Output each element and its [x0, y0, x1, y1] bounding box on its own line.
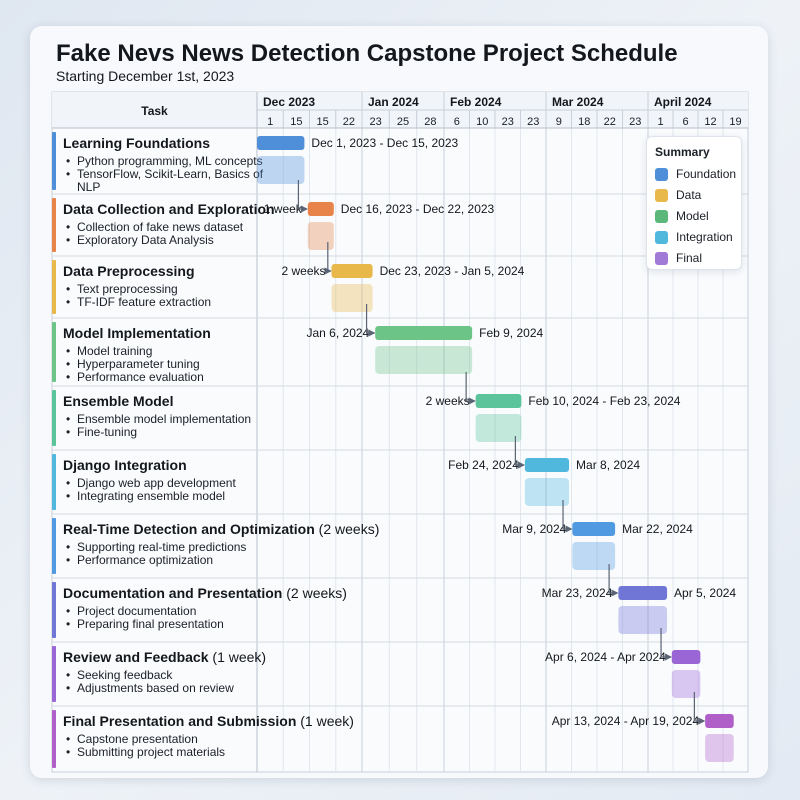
bar-label-right: Feb 9, 2024 — [479, 326, 544, 340]
bullet: • — [66, 154, 71, 168]
day-label: 15 — [316, 116, 329, 128]
day-label: 15 — [290, 116, 303, 128]
day-label: 18 — [578, 116, 591, 128]
chart-title: Fake Nevs News Detection Capstone Project Schedule — [56, 40, 678, 67]
task-bar — [257, 136, 304, 150]
task-title-text: Documentation and Presentation — [63, 585, 283, 601]
task-detail: Exploratory Data Analysis — [77, 233, 214, 247]
bullet: • — [66, 476, 71, 490]
legend-item-integration — [655, 230, 733, 244]
task-bar-shadow — [476, 414, 522, 442]
task-accent-stripe — [52, 710, 56, 768]
task-bar — [375, 326, 472, 340]
task-column-header: Task — [141, 104, 168, 118]
task-duration-note: (1 week) — [208, 649, 267, 665]
legend-swatch-final — [655, 252, 668, 265]
task-detail: Project documentation — [77, 604, 197, 618]
legend-item-final — [655, 251, 702, 265]
day-label: 25 — [396, 116, 410, 128]
bar-label-left: Apr 13, 2024 - Apr 19, 2024 — [551, 714, 700, 728]
day-label: 23 — [369, 116, 382, 128]
legend-label: Final — [676, 251, 703, 265]
bar-label-right: Feb 10, 2024 - Feb 23, 2024 — [528, 394, 681, 408]
day-label: 12 — [704, 116, 717, 128]
task-name — [63, 521, 379, 537]
legend-item-model — [655, 209, 709, 223]
task-bar — [525, 458, 569, 472]
month-label: Mar 2024 — [552, 95, 604, 109]
task-bar — [476, 394, 522, 408]
day-label: 1 — [267, 116, 274, 128]
bar-label-left: Mar 9, 2024 — [502, 522, 567, 536]
task-name — [63, 325, 211, 341]
bullet: • — [66, 295, 71, 309]
bullet: • — [66, 412, 71, 426]
task-accent-stripe — [52, 454, 56, 510]
task-detail: Capstone presentation — [77, 732, 198, 746]
task-name — [63, 201, 275, 217]
task-title-text: Model Implementation — [63, 325, 211, 341]
task-bar — [572, 522, 615, 536]
task-detail: TensorFlow, Scikit-Learn, Basics of — [77, 167, 264, 181]
task-name — [63, 649, 266, 665]
task-detail: Integrating ensemble model — [77, 489, 226, 503]
task-accent-stripe — [52, 582, 56, 638]
legend-swatch-data — [655, 189, 668, 202]
task-detail: Text preprocessing — [77, 282, 178, 296]
task-accent-stripe — [52, 390, 56, 446]
legend-item-foundation — [655, 167, 736, 181]
bar-label-left: 2 weeks — [425, 394, 470, 408]
bullet: • — [66, 732, 71, 746]
task-accent-stripe — [52, 518, 56, 574]
bullet: • — [66, 604, 71, 618]
task-detail: Python programming, ML concepts — [77, 154, 263, 168]
task-bar — [672, 650, 701, 664]
bar-label-left: Jan 6, 2024 — [306, 326, 370, 340]
day-label: 10 — [476, 116, 489, 128]
task-detail: Preparing final presentation — [77, 617, 224, 631]
legend-swatch-integration — [655, 231, 668, 244]
task-detail: Fine-tuning — [77, 425, 138, 439]
day-label: 9 — [555, 116, 562, 128]
task-bar-shadow — [618, 606, 667, 634]
bullet: • — [66, 668, 71, 682]
task-name — [63, 713, 354, 729]
task-name — [63, 457, 187, 473]
bullet: • — [66, 357, 71, 371]
task-accent-stripe — [52, 322, 56, 382]
bullet: • — [66, 233, 71, 247]
task-detail: NLP — [77, 180, 101, 194]
month-label: Jan 2024 — [368, 95, 419, 109]
month-label: April 2024 — [654, 95, 712, 109]
chart-subtitle: Starting December 1st, 2023 — [56, 68, 235, 84]
day-label: 28 — [424, 116, 437, 128]
legend-label: Model — [676, 209, 709, 223]
task-detail: Hyperparameter tuning — [77, 357, 200, 371]
bar-label-right: Apr 5, 2024 — [674, 586, 737, 600]
task-title-text: Django Integration — [63, 457, 187, 473]
bar-label-left: 2 weeks — [281, 264, 326, 278]
task-title-text: Ensemble Model — [63, 393, 174, 409]
task-accent-stripe — [52, 260, 56, 314]
task-bar-shadow — [525, 478, 569, 506]
month-label: Feb 2024 — [450, 95, 502, 109]
task-title-text: Final Presentation and Submission — [63, 713, 297, 729]
day-label: 23 — [501, 116, 514, 128]
task-bar — [705, 714, 734, 728]
task-bar — [618, 586, 667, 600]
day-label: 22 — [342, 116, 355, 128]
bar-label-left: 1 week — [263, 202, 302, 216]
task-name — [63, 135, 210, 151]
bar-label-right: Mar 22, 2024 — [622, 522, 693, 536]
legend-item-data — [655, 188, 701, 202]
bullet: • — [66, 617, 71, 631]
bar-label-right: Dec 1, 2023 - Dec 15, 2023 — [311, 136, 459, 150]
task-detail: Performance optimization — [77, 553, 214, 567]
day-label: 6 — [682, 116, 689, 128]
bullet: • — [66, 220, 71, 234]
bullet: • — [66, 540, 71, 554]
bullet: • — [66, 425, 71, 439]
day-label: 23 — [527, 116, 540, 128]
task-accent-stripe — [52, 198, 56, 252]
task-duration-note: (1 week) — [296, 713, 354, 729]
bar-label-right: Dec 16, 2023 - Dec 22, 2023 — [340, 202, 495, 216]
task-detail: Model training — [77, 344, 153, 358]
day-label: 6 — [453, 116, 460, 128]
task-bar-shadow — [257, 156, 304, 184]
legend-label: Data — [676, 188, 702, 202]
day-label: 1 — [657, 116, 664, 128]
bullet: • — [66, 745, 71, 759]
task-detail: Ensemble model implementation — [77, 412, 252, 426]
day-label: 23 — [629, 116, 642, 128]
bar-label-right: Dec 23, 2023 - Jan 5, 2024 — [379, 264, 525, 278]
task-title-text: Data Collection and Exploration — [63, 201, 275, 217]
legend-label: Integration — [676, 230, 733, 244]
task-accent-stripe — [52, 132, 56, 190]
task-detail: Collection of fake news dataset — [77, 220, 244, 234]
bar-label-right: Mar 8, 2024 — [576, 458, 641, 472]
bullet: • — [66, 167, 71, 181]
legend-label: Foundation — [676, 167, 737, 181]
bar-label-left: Apr 6, 2024 - Apr 2024 — [545, 650, 666, 664]
task-detail: Adjustments based on review — [77, 681, 234, 695]
task-detail: Supporting real-time predictions — [77, 540, 247, 554]
task-title-text: Learning Foundations — [63, 135, 210, 151]
task-duration-note: (2 weeks) — [282, 585, 347, 601]
task-name — [63, 263, 195, 279]
bullet: • — [66, 553, 71, 567]
bar-label-left: Feb 24, 2024 — [448, 458, 519, 472]
task-title-text: Review and Feedback — [63, 649, 209, 665]
task-bar-shadow — [705, 734, 734, 762]
task-name — [63, 393, 173, 409]
bar-label-left: Mar 23, 2024 — [541, 586, 613, 600]
task-detail: Django web app development — [77, 476, 236, 490]
bullet: • — [66, 282, 71, 296]
legend-swatch-foundation — [655, 168, 668, 181]
legend-swatch-model — [655, 210, 668, 223]
month-label: Dec 2023 — [263, 95, 316, 109]
task-bar — [332, 264, 373, 278]
task-duration-note: (2 weeks) — [314, 521, 380, 537]
legend-title: Summary — [655, 145, 710, 159]
task-title-text: Data Preprocessing — [63, 263, 195, 279]
bullet: • — [66, 344, 71, 358]
legend — [646, 136, 742, 270]
bullet: • — [66, 489, 71, 503]
task-detail: Submitting project materials — [77, 745, 226, 759]
task-bar-shadow — [672, 670, 701, 698]
day-label: 19 — [729, 116, 742, 128]
task-detail: Performance evaluation — [77, 370, 204, 384]
task-accent-stripe — [52, 646, 56, 702]
task-detail: Seeking feedback — [77, 668, 173, 682]
task-name — [63, 585, 347, 601]
task-detail: TF-IDF feature extraction — [77, 295, 212, 309]
day-label: 22 — [603, 116, 616, 128]
task-bar-shadow — [308, 222, 334, 250]
bullet: • — [66, 370, 71, 384]
bullet: • — [66, 681, 71, 695]
task-bar-shadow — [375, 346, 472, 374]
task-title-text: Real-Time Detection and Optimization — [63, 521, 315, 537]
task-bar — [308, 202, 334, 216]
